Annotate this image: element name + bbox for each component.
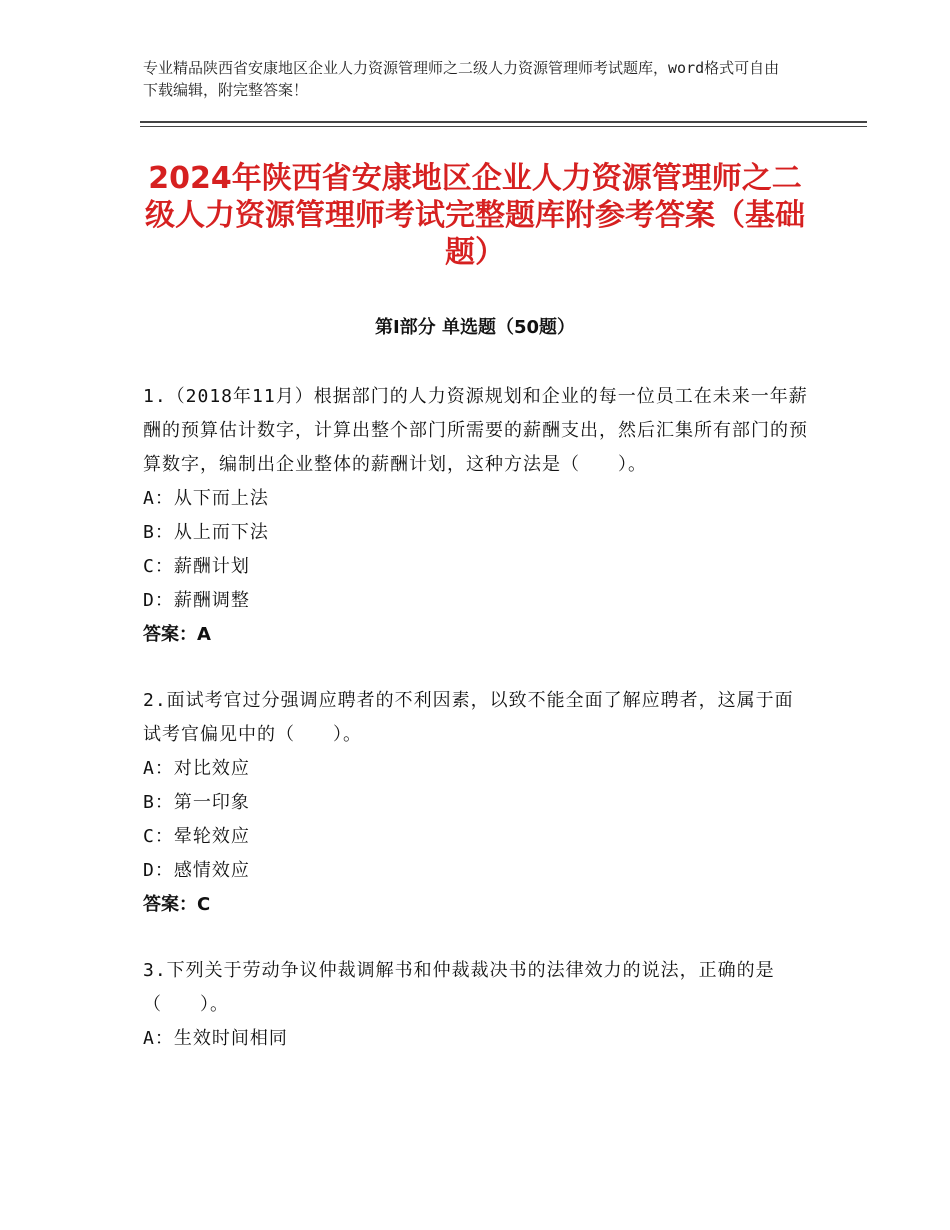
header-note: 专业精品陕西省安康地区企业人力资源管理师之二级人力资源管理师考试题库，word格式可自由下载编辑，附完整答案！	[143, 59, 780, 99]
question-option-a: A：从下而上法	[143, 488, 269, 509]
header-divider	[140, 121, 867, 123]
question-2	[143, 684, 808, 922]
header-divider-thin	[140, 126, 867, 127]
section-heading: 第Ⅰ部分 单选题（50题）	[374, 317, 575, 338]
question-option-d: D：薪酬调整	[143, 590, 250, 611]
question-answer: 答案：C	[143, 894, 211, 915]
question-stem: 3.下列关于劳动争议仲裁调解书和仲裁裁决书的法律效力的说法，正确的是（ ）。	[143, 960, 775, 1015]
document-title: 2024年陕西省安康地区企业人力资源管理师之二级人力资源管理师考试完整题库附参考答案（基础题）	[145, 161, 805, 270]
question-option-b: B：从上而下法	[143, 522, 269, 543]
question-stem: 2.面试考官过分强调应聘者的不利因素，以致不能全面了解应聘者，这属于面试考官偏见中的（ ）。	[143, 690, 794, 745]
question-list	[143, 380, 808, 1088]
question-option-a: A：对比效应	[143, 758, 250, 779]
question-option-c: C：薪酬计划	[143, 556, 250, 577]
question-option-c: C：晕轮效应	[143, 826, 250, 847]
question-option-a: A：生效时间相同	[143, 1028, 288, 1049]
question-option-b: B：第一印象	[143, 792, 250, 813]
question-answer: 答案：A	[143, 624, 211, 645]
question-option-d: D：感情效应	[143, 860, 250, 881]
question-1	[143, 380, 808, 652]
question-3	[143, 954, 808, 1056]
question-stem: 1.（2018年11月）根据部门的人力资源规划和企业的每一位员工在未来一年薪酬的预算估计数字，计算出整个部门所需要的薪酬支出，然后汇集所有部门的预算数字，编制出企业整体的薪酬计划，这种方法是（ ）。	[143, 386, 808, 475]
